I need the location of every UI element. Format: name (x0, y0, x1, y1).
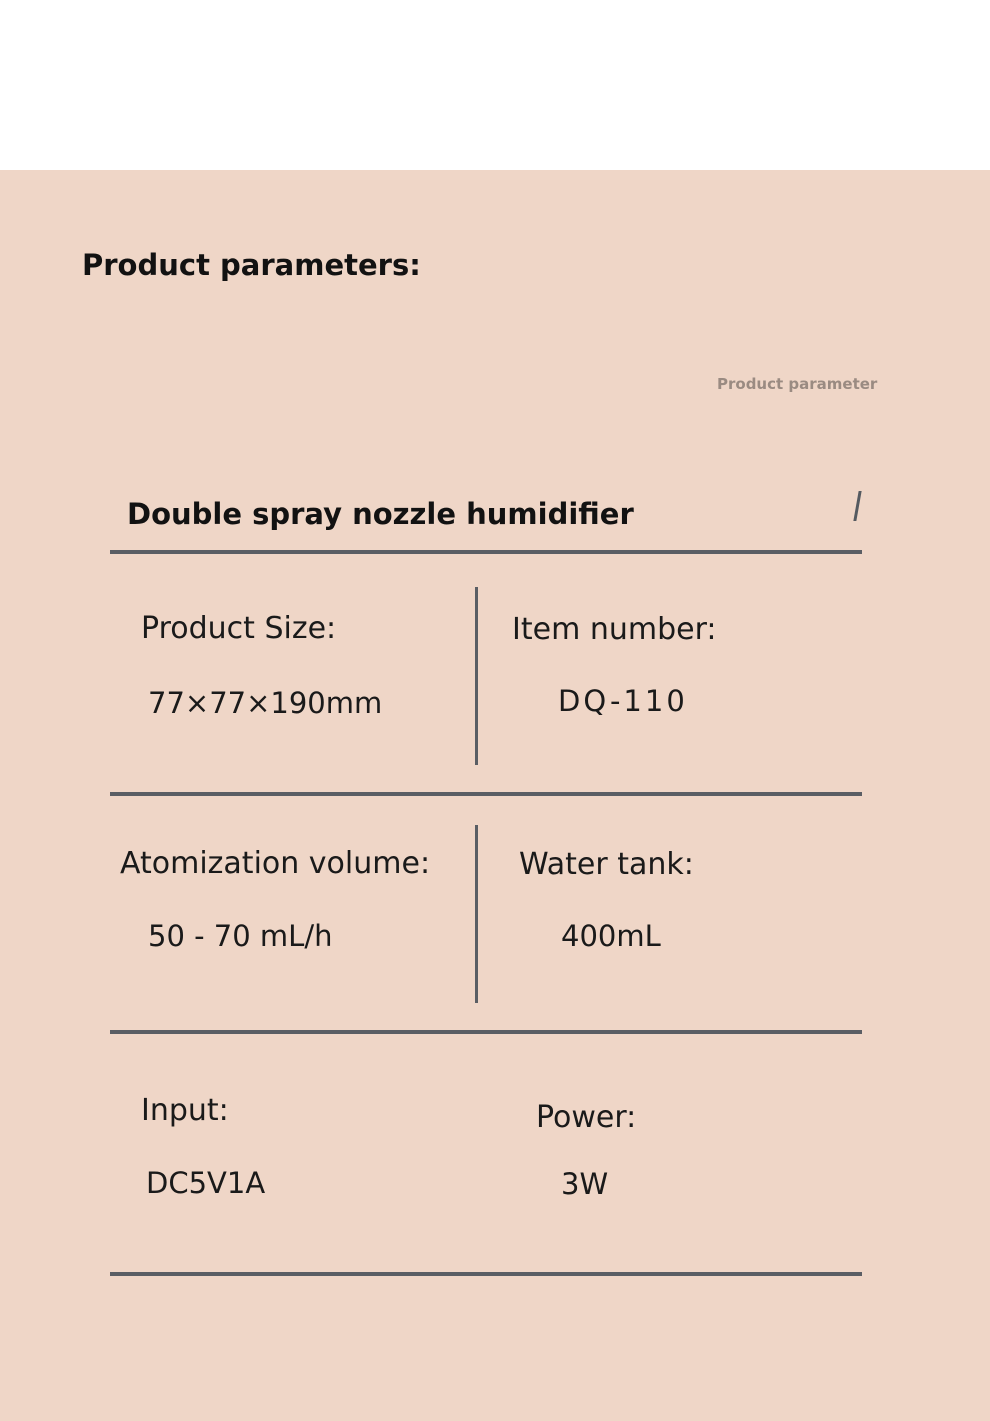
column-divider (475, 587, 478, 765)
section-subtitle: Product parameter (717, 375, 878, 393)
bottom-divider (110, 1272, 862, 1276)
power-label: Power: (536, 1100, 637, 1135)
atomization-volume-value: 50 - 70 mL/h (148, 919, 333, 953)
item-number-label: Item number: (512, 612, 717, 647)
power-value: 3W (561, 1167, 609, 1201)
column-divider (475, 825, 478, 1003)
water-tank-value: 400mL (561, 919, 661, 953)
header-divider (110, 550, 862, 554)
row-divider (110, 792, 862, 796)
water-tank-label: Water tank: (519, 847, 694, 882)
row-divider (110, 1030, 862, 1034)
product-size-value: 77×77×190mm (148, 686, 383, 720)
item-number-value: DQ-110 (558, 684, 688, 718)
input-label: Input: (141, 1093, 229, 1128)
product-name: Double spray nozzle humidifier (127, 497, 634, 531)
input-value: DC5V1A (146, 1166, 266, 1200)
atomization-volume-label: Atomization volume: (120, 846, 431, 881)
section-heading: Product parameters: (82, 248, 421, 282)
top-white-area (0, 0, 990, 170)
product-size-label: Product Size: (141, 611, 337, 646)
